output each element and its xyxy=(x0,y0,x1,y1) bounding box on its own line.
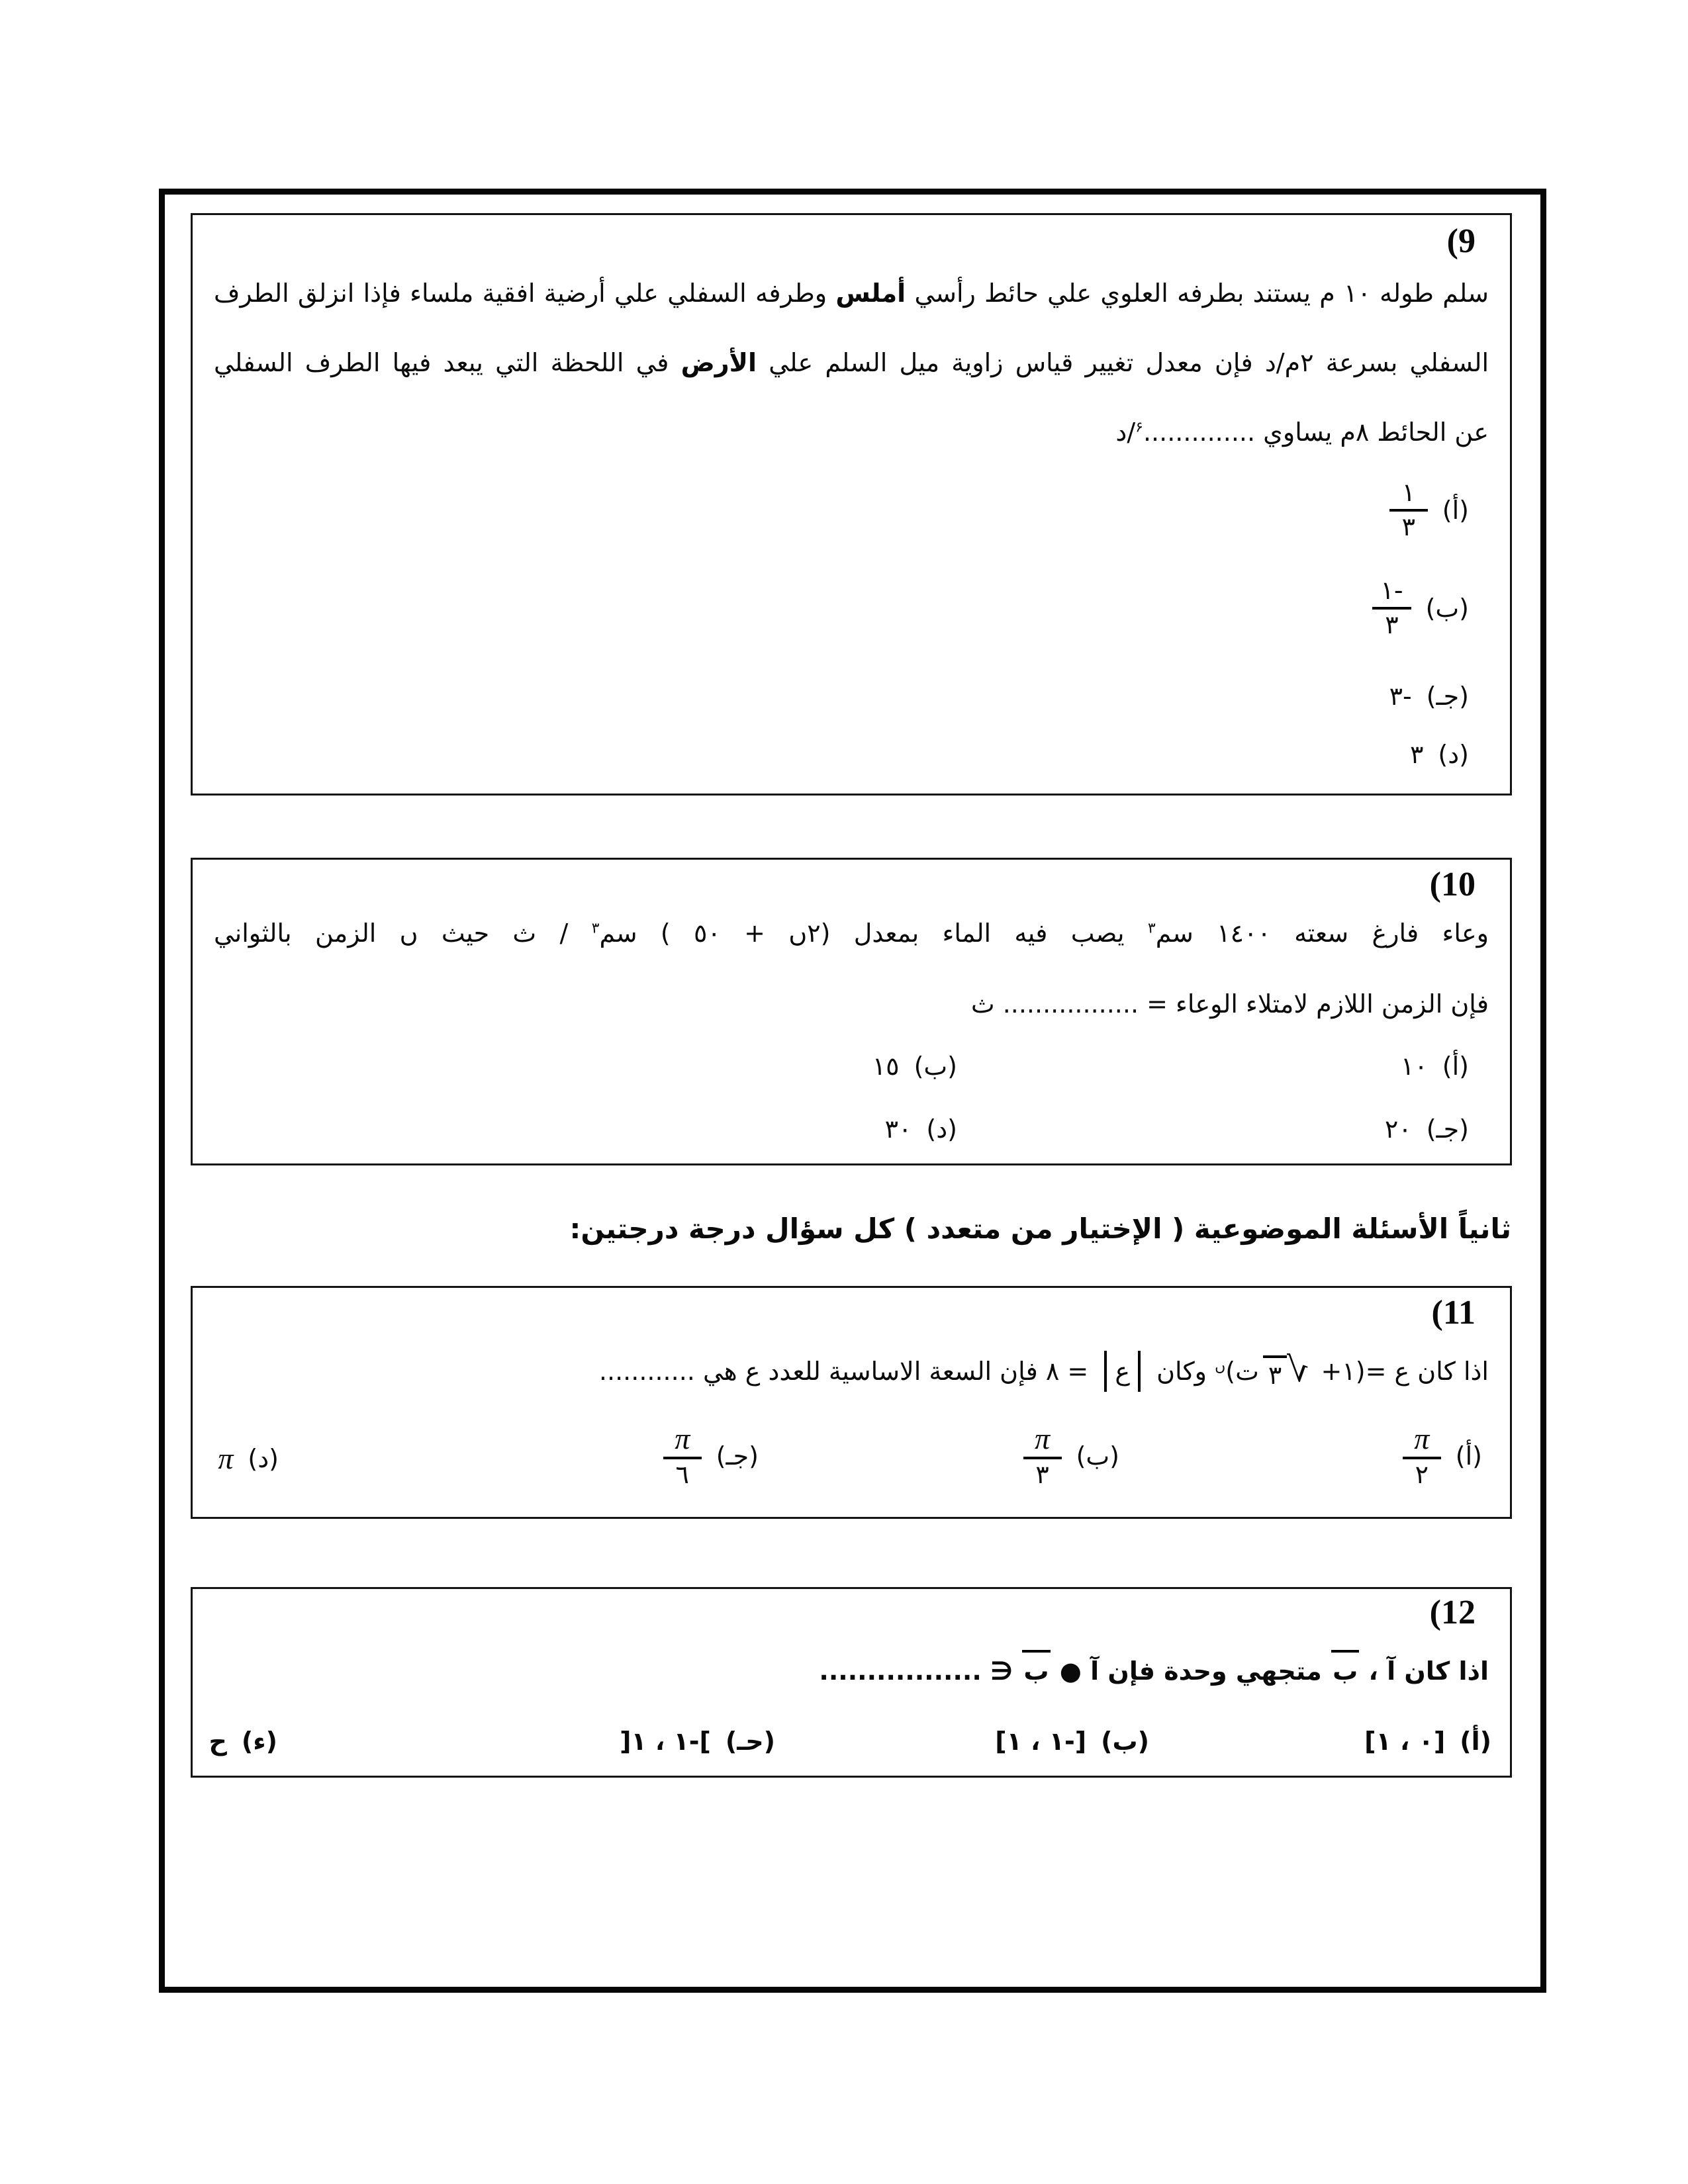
q9-option-d-label: (د) xyxy=(1438,740,1469,769)
element-of-symbol: ∋ xyxy=(990,1657,1013,1686)
question-9-line-1 xyxy=(214,278,1489,310)
q9-option-b-label: (ب) xyxy=(1425,593,1469,623)
q9-option-c xyxy=(1389,682,1469,711)
q12-option-a xyxy=(1364,1727,1491,1756)
question-10-line-2 xyxy=(214,989,1489,1021)
q12-vector-a-2: آ xyxy=(1090,1657,1100,1686)
q9-line2-post: في اللحظة التي يبعد فيها الطرف السفلي xyxy=(214,348,681,377)
q11-option-b-label: (ب) xyxy=(1076,1441,1119,1471)
question-11-number: (11 xyxy=(1431,1294,1476,1332)
q9-option-d-value: ٣ xyxy=(1410,740,1424,769)
q10-option-c xyxy=(1385,1115,1469,1144)
q12-text-1: اذا كان xyxy=(1395,1657,1489,1686)
q11-option-c xyxy=(663,1424,759,1488)
q11-option-b-pi: π xyxy=(1023,1424,1062,1459)
q12-option-d-value: ح xyxy=(209,1727,227,1756)
question-9-line-3 xyxy=(214,417,1489,449)
q12-vector-a: آ xyxy=(1387,1657,1396,1686)
section-heading: ثانياً الأسئلة الموضوعية ( الإختيار من متعدد ) كل سؤال درجة درجتين: xyxy=(569,1212,1511,1245)
q10-option-c-value: ٢٠ xyxy=(1384,1115,1412,1144)
q9-line1-pre: سلم طوله ١٠ م يستند بطرفه العلوي علي حائط رأسي xyxy=(906,279,1489,308)
question-12-text-line xyxy=(214,1650,1489,1688)
q11-option-a-label: (أ) xyxy=(1455,1441,1482,1471)
q11-abs-variable: ع xyxy=(1115,1357,1130,1386)
question-10-line-1 xyxy=(214,918,1489,950)
q11-option-a-denominator: ٢ xyxy=(1415,1460,1429,1489)
q11-option-d-label: (د) xyxy=(248,1444,279,1473)
q11-option-c-pi: π xyxy=(663,1424,702,1459)
q10-option-a-value: ١٠ xyxy=(1400,1052,1428,1081)
q10-option-d-value: ٣٠ xyxy=(884,1115,912,1144)
q9-option-a-fraction xyxy=(1389,480,1428,541)
q12-option-c-label: (حـ) xyxy=(725,1727,775,1756)
q9-option-b-numerator: -١ xyxy=(1372,578,1411,610)
question-box-12 xyxy=(191,1587,1512,1778)
q12-option-b xyxy=(995,1727,1149,1756)
q10-option-c-label: (جـ) xyxy=(1426,1115,1469,1144)
q11-option-c-fraction xyxy=(663,1424,702,1488)
q9-option-b-fraction xyxy=(1372,578,1411,639)
absolute-value-bar xyxy=(1104,1351,1107,1392)
q9-option-d xyxy=(1410,740,1469,769)
q10-option-a xyxy=(1401,1052,1469,1081)
q12-text-3: متجهي وحدة فإن xyxy=(1099,1657,1331,1686)
q12-option-b-label: (ب) xyxy=(1101,1727,1149,1756)
q11-option-a xyxy=(1403,1424,1482,1488)
q9-option-b xyxy=(1372,578,1469,639)
q12-option-c xyxy=(620,1727,775,1756)
q12-option-a-label: (أ) xyxy=(1460,1727,1491,1756)
q12-option-d-label: (ء) xyxy=(241,1727,277,1756)
q9-rate-unit xyxy=(1115,417,1143,449)
q11-option-a-pi: π xyxy=(1403,1424,1441,1459)
q11-option-d xyxy=(218,1443,279,1474)
q9-option-a xyxy=(1389,480,1469,541)
q12-dots: ................. xyxy=(819,1657,991,1686)
q11-option-c-denominator: ٦ xyxy=(675,1460,689,1489)
q11-option-d-pi: π xyxy=(218,1441,234,1475)
q11-option-c-label: (جـ) xyxy=(716,1441,759,1471)
q10-option-a-label: (أ) xyxy=(1442,1052,1469,1081)
q10-option-b-label: (ب) xyxy=(914,1052,957,1081)
q10-line1-a: وعاء فارغ سعته ١٤٠٠ سم xyxy=(1155,919,1489,948)
q12-option-b-value: [-١ ، ١] xyxy=(995,1727,1087,1756)
q9-option-c-label: (جـ) xyxy=(1426,682,1469,711)
q11-text-3: وكان xyxy=(1149,1357,1215,1386)
q10-option-b xyxy=(872,1052,957,1081)
q10-line1-c: / ث حيث ں الزمن بالثواني xyxy=(214,919,592,948)
absolute-value-bar xyxy=(1138,1351,1141,1392)
q9-line1-bold-word: أملس xyxy=(835,279,906,308)
q11-text-2: ت) xyxy=(1225,1357,1259,1386)
question-box-10 xyxy=(191,858,1512,1165)
question-box-9 xyxy=(191,213,1512,796)
q12-option-d xyxy=(209,1727,277,1756)
question-9-number: (9 xyxy=(1446,222,1476,260)
question-box-11 xyxy=(191,1286,1512,1519)
q12-option-a-value: [٠ ، ١] xyxy=(1364,1727,1446,1756)
q9-option-c-value: -٣ xyxy=(1389,682,1412,711)
q10-cubed-1: ٣ xyxy=(1147,920,1156,937)
q11-option-b-fraction xyxy=(1023,1424,1062,1488)
q9-unit-superscript: ۶ xyxy=(1135,419,1143,436)
q11-option-b xyxy=(1023,1424,1119,1488)
question-10-number: (10 xyxy=(1429,866,1476,903)
q12-vector-b-2: ب xyxy=(1021,1650,1051,1688)
q10-cubed-2: ٣ xyxy=(591,920,600,937)
q11-square-root xyxy=(1263,1350,1309,1392)
q12-text-2: ، xyxy=(1360,1657,1387,1686)
q10-line2-text: فإن الزمن اللازم لامتلاء الوعاء = ................. ث xyxy=(970,989,1489,1019)
q9-line2-bold-word: الأرض xyxy=(680,348,757,377)
q12-option-c-value: ]-١ ، ١[ xyxy=(620,1727,711,1756)
dot-product-symbol: ● xyxy=(1059,1657,1082,1686)
q9-line1-post: وطرفه السفلي علي أرضية افقية ملساء فإذا انزلق الطرف xyxy=(214,279,836,308)
q10-option-d-label: (د) xyxy=(926,1115,957,1144)
question-9-line-2 xyxy=(214,347,1489,379)
q11-text-1: اذا كان ع =(١+ xyxy=(1313,1357,1489,1386)
q9-line2-pre: السفلي بسرعة ٢م/د فإن معدل تغيير قياس زاوية ميل السلم علي xyxy=(756,348,1489,377)
q12-vector-b: ب xyxy=(1331,1650,1360,1688)
q9-option-a-numerator: ١ xyxy=(1389,480,1428,512)
question-11-formula-line xyxy=(214,1351,1489,1392)
radical-sign: √ xyxy=(1287,1350,1309,1390)
q11-option-a-fraction xyxy=(1403,1424,1441,1488)
q11-exponent: ں xyxy=(1215,1358,1226,1375)
q11-text-4: = ٨ فإن السعة الاساسية للعدد ع هي ............ xyxy=(598,1357,1097,1386)
q10-option-d xyxy=(885,1115,957,1144)
q9-unit-base: د/ xyxy=(1115,418,1136,447)
q9-option-a-label: (أ) xyxy=(1442,495,1469,525)
question-12-number: (12 xyxy=(1429,1594,1476,1631)
q9-option-b-denominator: ٣ xyxy=(1385,610,1399,639)
q9-option-a-denominator: ٣ xyxy=(1401,512,1415,541)
q11-option-b-denominator: ٣ xyxy=(1035,1460,1049,1489)
q10-line1-b: يصب فيه الماء بمعدل (٢ں + ٥٠ ) سم xyxy=(599,919,1148,948)
q10-option-b-value: ١٥ xyxy=(872,1052,900,1081)
q11-radicand: ٣ xyxy=(1263,1355,1287,1392)
q9-line3-text: عن الحائط ٨م يساوي .............. xyxy=(1143,418,1489,447)
